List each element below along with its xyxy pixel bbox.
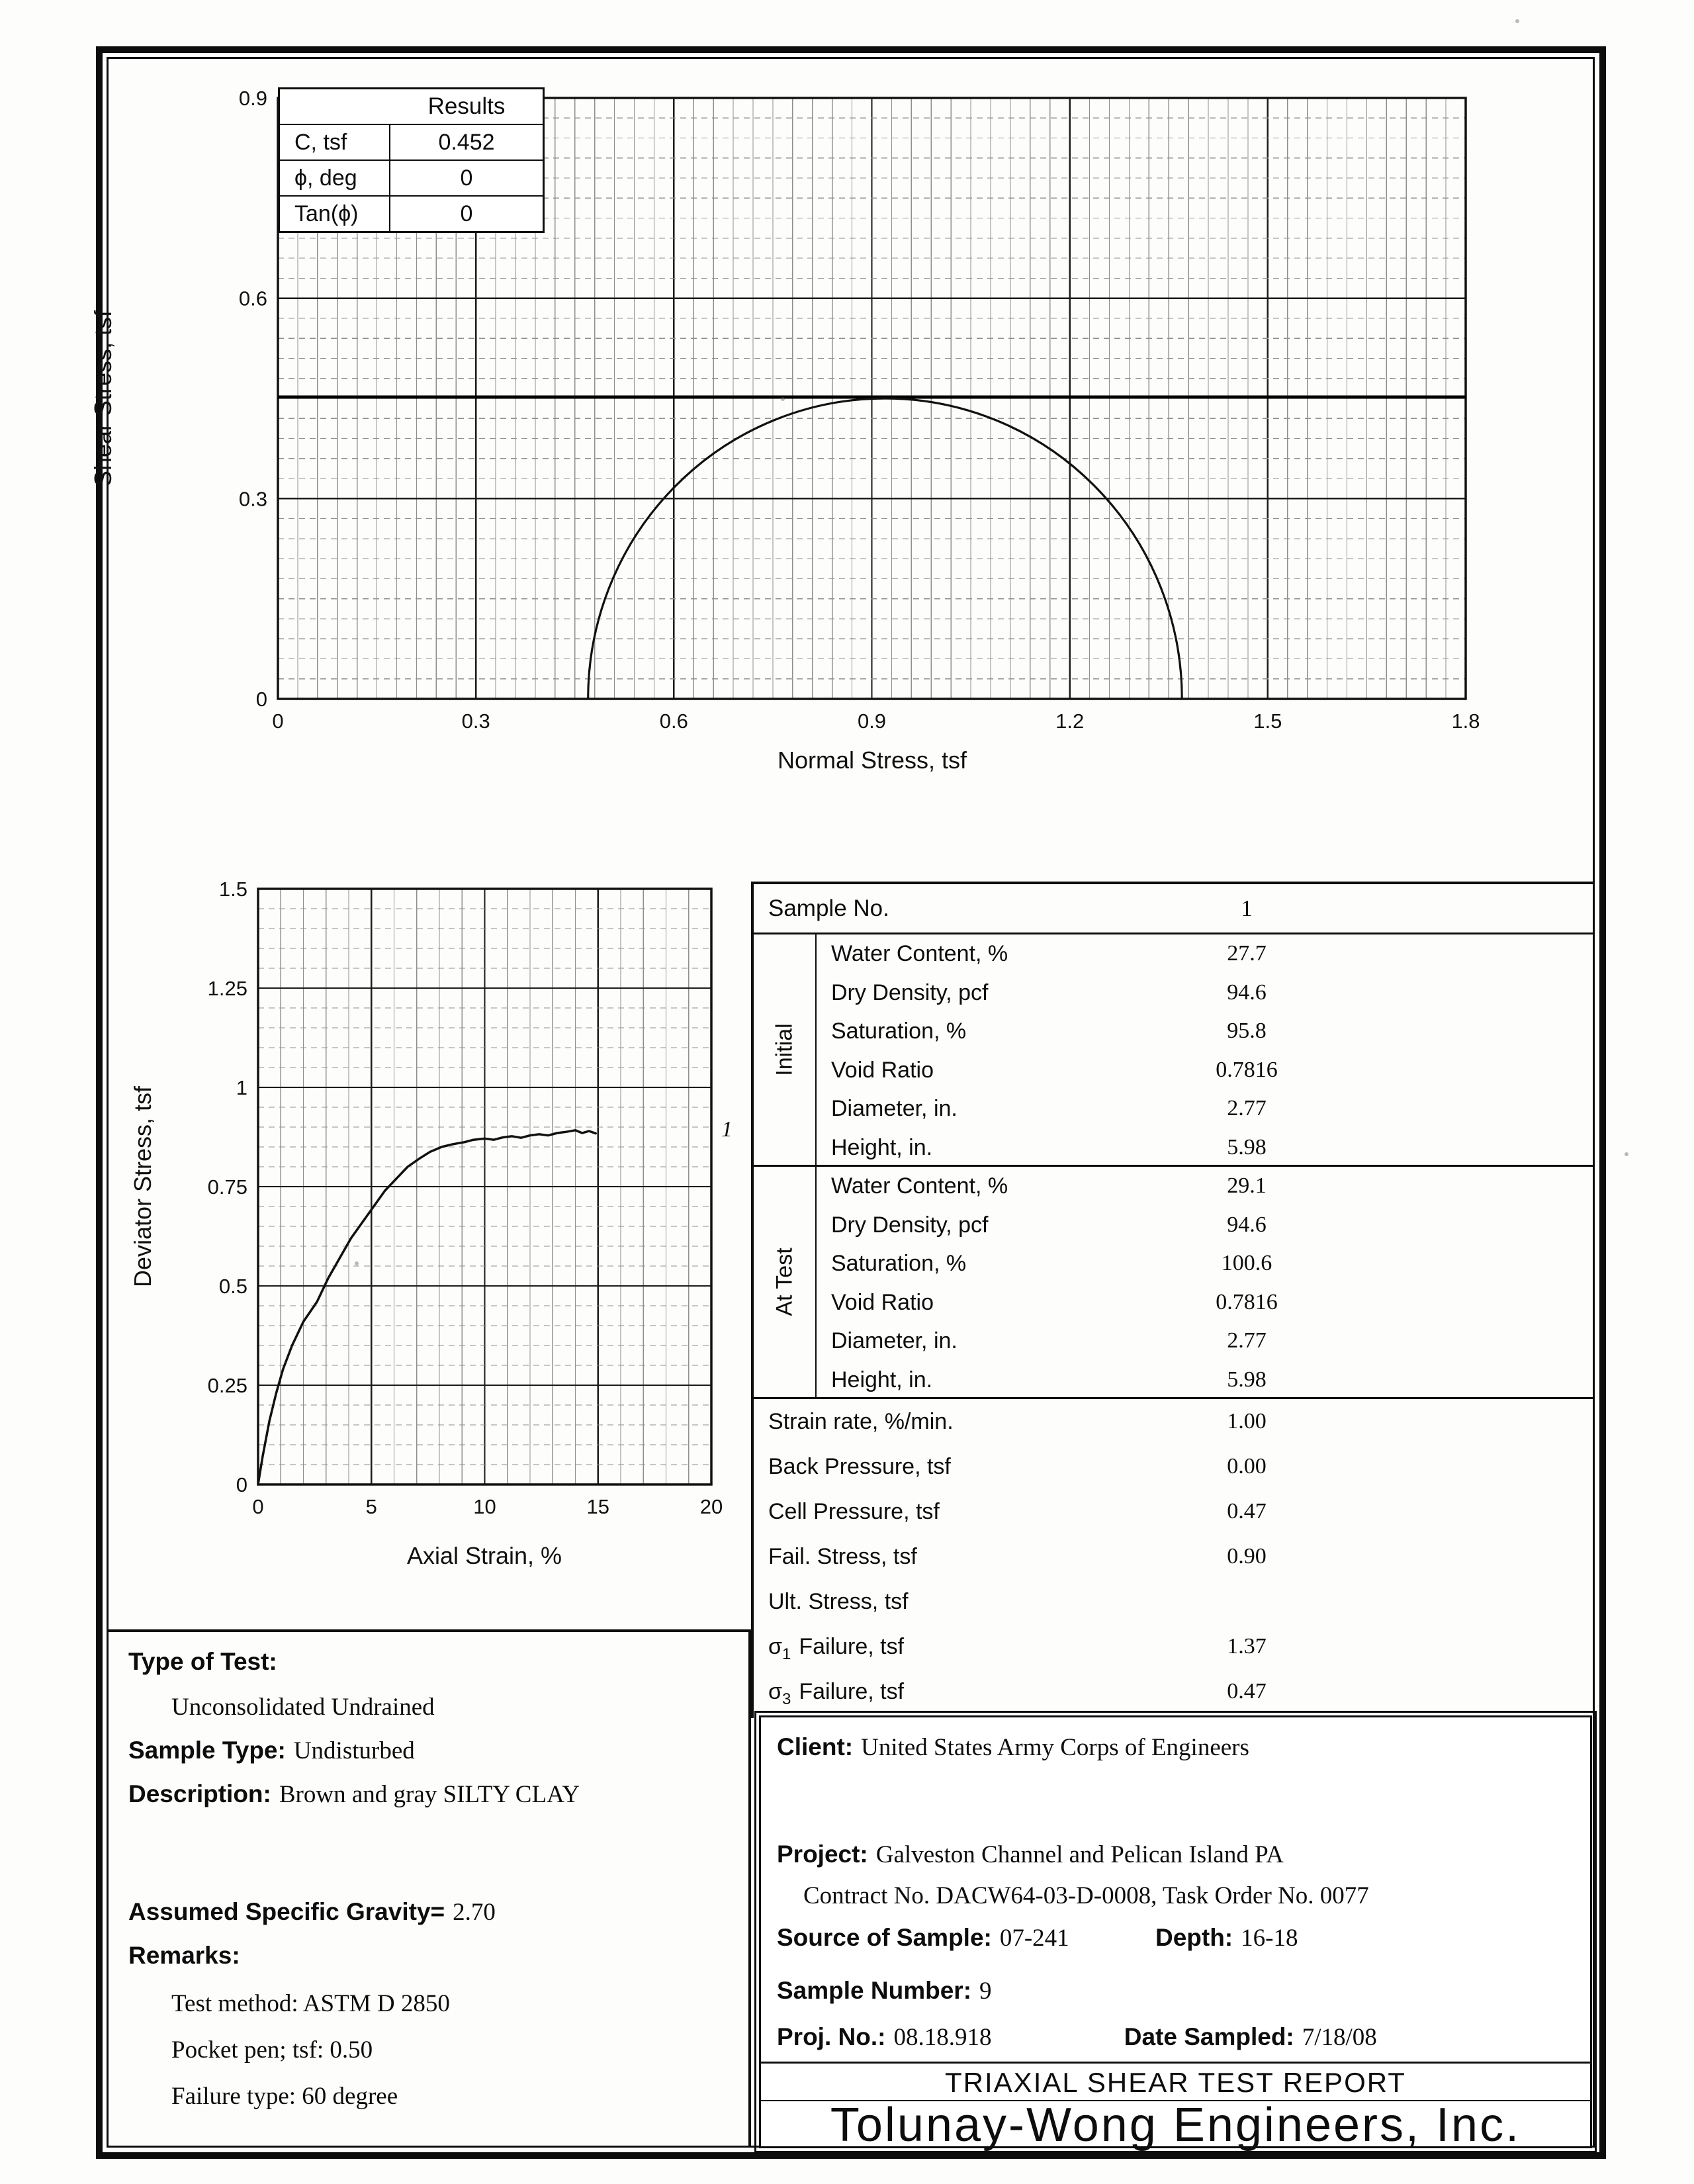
table-row [817,1167,1593,1206]
row-label: Water Content, % [831,941,1008,966]
table-row [817,974,1593,1013]
svg-text:5: 5 [365,1495,377,1518]
sigma-symbol: σ [768,1679,782,1704]
label: Proj. No.: [777,2023,886,2050]
svg-text:1.25: 1.25 [207,977,247,1000]
svg-text:0.9: 0.9 [857,709,887,733]
svg-text:0.25: 0.25 [207,1374,247,1397]
row-label: Cell Pressure, tsf [768,1499,940,1524]
row-label: Height, in. [831,1134,933,1160]
row-label: Diameter, in. [831,1328,958,1353]
results-row-label: Tan(ϕ) [280,197,390,231]
scan-speck [355,1261,359,1265]
scan-speck [1515,19,1519,23]
label: Source of Sample: [777,1924,992,1951]
table-row [817,1051,1593,1090]
type-of-test-label [128,1648,277,1676]
remarks-label [128,1942,240,1970]
svg-text:10: 10 [473,1495,496,1518]
company-name: Tolunay-Wong Engineers, Inc. [830,2099,1521,2152]
contract-row: Contract No. DACW64-03-D-0008, Task Order No. 0077 [803,1882,1369,1909]
svg-text:20: 20 [699,1495,723,1518]
svg-text:0.6: 0.6 [659,709,688,733]
table-row [754,1489,1593,1534]
row-label: Water Content, % [831,1173,1008,1199]
table-row [817,1361,1593,1400]
initial-group-label [754,934,817,1165]
sample-number-row [777,1977,992,2005]
table-row [817,1089,1593,1128]
scan-speck [1625,1152,1628,1156]
at-test-group [754,1167,1593,1399]
label: Sample Type: [128,1737,286,1764]
table-row [817,1206,1593,1245]
table-row [754,1534,1593,1579]
sigma-symbol: σ [768,1634,782,1659]
stress-strain-y-axis-label: Deviator Stress, tsf [129,1085,156,1288]
table-row [280,195,543,231]
row-label: Saturation, % [831,1251,967,1276]
initial-group [754,934,1593,1167]
sigma-row-label: Failure, tsf [799,1634,905,1659]
sample-no-value: 1 [1241,895,1253,921]
source-of-sample-row [777,1924,1298,1952]
label: Remarks: [128,1942,240,1969]
row-label: Ult. Stress, tsf [768,1589,909,1614]
mohr-y-axis-label: Shear Stress, tsf [89,310,116,487]
svg-text:0: 0 [255,688,267,711]
depth-label: Depth: [1155,1924,1233,1951]
results-row-label: C, tsf [280,125,390,159]
row-value: 5.98 [1227,1367,1267,1392]
table-row [754,1669,1593,1714]
table-row [280,159,543,195]
label: Type of Test: [128,1648,277,1675]
svg-text:0: 0 [236,1473,247,1496]
value: Brown and gray SILTY CLAY [279,1781,580,1808]
results-row-label: ϕ, deg [280,161,390,195]
svg-text:0: 0 [272,709,284,733]
remark-line: Failure type: 60 degree [171,2083,398,2110]
test-info-box [109,1629,751,2146]
project-info-box [759,1715,1592,2152]
row-label: Height, in. [831,1367,933,1392]
table-row [754,1444,1593,1489]
stress-strain-plot [165,860,761,1522]
label: Client: [777,1733,854,1760]
svg-text:1.5: 1.5 [1253,709,1282,733]
date-sampled-value: 7/18/08 [1302,2024,1377,2051]
row-value: 0.7816 [1216,1289,1278,1314]
sample-no-label: Sample No. [768,895,889,921]
row-value: 94.6 [1227,979,1267,1005]
row-value: 0.47 [1227,1499,1267,1524]
svg-text:0.6: 0.6 [238,287,267,310]
table-row [817,1012,1593,1051]
row-value: 27.7 [1227,941,1267,966]
row-value: 1.00 [1227,1409,1267,1433]
svg-text:1.8: 1.8 [1451,709,1480,733]
value: United States Army Corps of Engineers [861,1734,1249,1761]
row-value: 95.8 [1227,1019,1267,1043]
svg-text:0.5: 0.5 [218,1275,247,1298]
specific-gravity-row [128,1898,496,1927]
svg-text:15: 15 [586,1495,609,1518]
row-value: 0.47 [1227,1679,1267,1704]
client-row [777,1733,1249,1762]
row-label: Void Ratio [831,1289,934,1315]
value: Undisturbed [293,1737,415,1764]
results-row-value: 0 [460,201,473,226]
table-row [754,884,1593,934]
svg-text:0.3: 0.3 [238,487,267,511]
row-value: 0.00 [1227,1454,1267,1479]
rotated-label: Initial [772,1023,797,1076]
table-row [817,1322,1593,1361]
row-value: 2.77 [1227,1328,1267,1353]
svg-text:0.3: 0.3 [461,709,490,733]
svg-text:0.75: 0.75 [207,1175,247,1199]
report-title: TRIAXIAL SHEAR TEST REPORT [945,2067,1406,2098]
row-value: 100.6 [1221,1251,1272,1275]
row-label: Dry Density, pcf [831,979,989,1005]
row-value: 1.37 [1227,1634,1267,1659]
svg-text:1.5: 1.5 [218,878,247,901]
table-row [754,1399,1593,1444]
table-row [817,1283,1593,1322]
scan-speck [781,397,785,401]
row-label: Diameter, in. [831,1096,958,1121]
stress-strain-chart [165,860,761,1522]
row-label: Void Ratio [831,1057,934,1083]
label: Project: [777,1841,868,1868]
row-value: 2.77 [1227,1096,1267,1120]
mohr-x-axis-label: Normal Stress, tsf [777,747,967,774]
divider [761,2062,1590,2064]
sigma-row-label: Failure, tsf [799,1679,905,1704]
svg-text:1: 1 [236,1076,247,1099]
table-row [817,1244,1593,1283]
sample-type-row [128,1737,415,1765]
row-label: Saturation, % [831,1019,967,1044]
rotated-label: At Test [772,1248,797,1316]
remark-line: Test method: ASTM D 2850 [171,1990,450,2017]
results-table [278,87,545,233]
project-row [777,1841,1284,1869]
row-value: 29.1 [1227,1173,1267,1198]
sigma-subscript: 1 [781,1645,791,1663]
row-value: 0.7816 [1216,1057,1278,1082]
description-row [128,1780,580,1809]
type-of-test-value: Unconsolidated Undrained [171,1694,435,1721]
row-label [754,1679,905,1708]
results-row-value: 0 [460,165,473,191]
sigma-subscript: 3 [781,1690,791,1708]
test-parameters-rows [754,1399,1593,1714]
svg-text:0.9: 0.9 [238,87,267,110]
table-row [754,1579,1593,1624]
depth-value: 16-18 [1241,1925,1298,1952]
value: 2.70 [453,1899,496,1926]
table-row [280,124,543,159]
date-sampled-label: Date Sampled: [1124,2023,1294,2050]
results-row-value: 0.452 [438,130,495,155]
svg-text:0: 0 [252,1495,264,1518]
row-label: Strain rate, %/min. [768,1409,954,1434]
label: Description: [128,1780,271,1807]
results-table-header: Results [427,93,506,119]
table-row [817,1128,1593,1167]
label: Assumed Specific Gravity= [128,1898,445,1925]
stress-strain-x-axis-label: Axial Strain, % [406,1542,562,1569]
row-label: Dry Density, pcf [831,1212,989,1238]
row-value: 94.6 [1227,1212,1267,1237]
row-value: 0.90 [1227,1544,1267,1569]
value: 9 [979,1978,992,2005]
value: Galveston Channel and Pelican Island PA [875,1841,1284,1868]
sample-data-table [751,882,1593,1718]
row-label [754,1634,905,1663]
row-label: Back Pressure, tsf [768,1454,951,1479]
svg-text:1.2: 1.2 [1055,709,1085,733]
table-row [754,1624,1593,1669]
value: 08.18.918 [893,2024,992,2051]
label: Sample Number: [777,1977,972,2004]
table-row [817,934,1593,974]
row-label: Fail. Stress, tsf [768,1544,917,1569]
proj-no-row [777,2023,1377,2052]
row-value: 5.98 [1227,1134,1267,1160]
at-test-group-label [754,1167,817,1397]
remark-line: Pocket pen; tsf: 0.50 [171,2036,373,2064]
curve-sample-number-label: 1 [721,1117,733,1142]
value: 07-241 [999,1925,1069,1952]
